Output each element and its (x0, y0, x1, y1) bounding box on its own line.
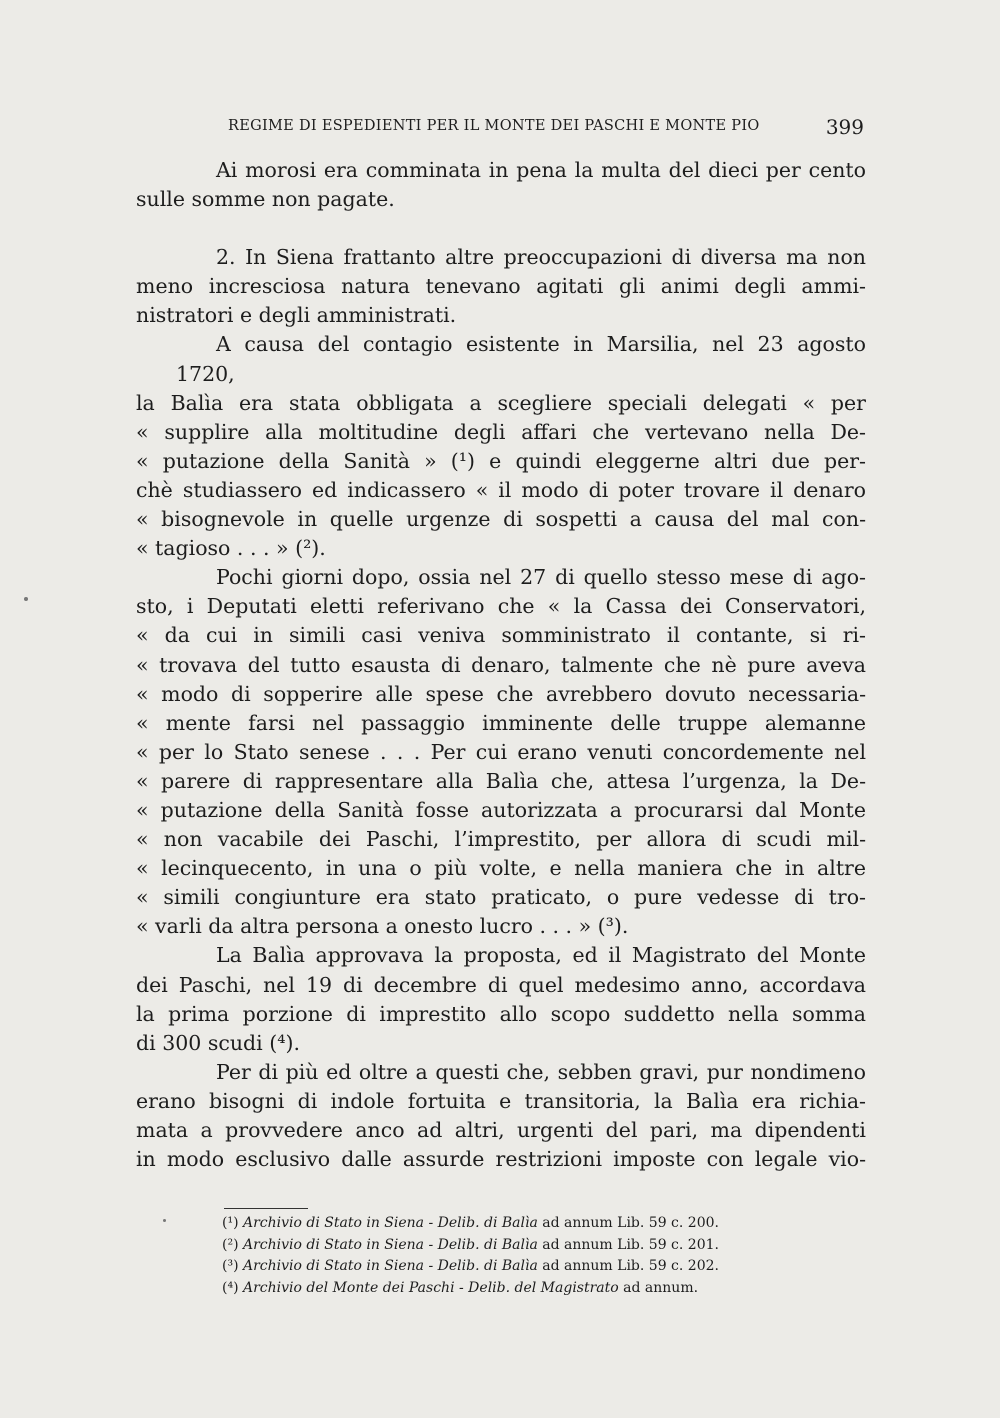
paragraph-p5 (136, 941, 866, 1057)
footnote-source: Archivio del Monte dei Paschi - Delib. del Magistrato (243, 1279, 619, 1296)
running-title: REGIME DI ESPEDIENTI PER IL MONTE DEI PASCHI E MONTE PIO (228, 118, 760, 134)
text-line: « parere di rappresentare alla Balìa che, attesa l’urgenza, la De- (136, 768, 866, 793)
footnote-mark: (¹) (222, 1215, 243, 1231)
text-line: la prima porzione di imprestito allo scopo suddetto nella somma (136, 1001, 866, 1026)
footnote-reference: ad annum. (618, 1279, 699, 1296)
footnote-mark: (³) (222, 1258, 243, 1274)
footnote-2 (222, 1235, 822, 1257)
footnote-reference: ad annum Lib. 59 c. 202. (537, 1258, 719, 1274)
text-line: la Balìa era stata obbligata a scegliere speciali delegati « per (136, 390, 866, 415)
paragraph-p3 (136, 330, 866, 563)
text-line: « per lo Stato senese . . . Per cui erano venuti concordemente nel (136, 739, 866, 764)
text-line: « putazione della Sanità » (¹) e quindi eleggerne altri due per- (136, 448, 866, 473)
page-number: 399 (825, 115, 864, 139)
text-line: « tagioso . . . » (²). (136, 536, 326, 561)
text-line: « mente farsi nel passaggio imminente delle truppe alemanne (136, 710, 866, 735)
text-line: A causa del contagio esistente in Marsilia, nel 23 agosto 1720, (176, 332, 866, 386)
text-line: Pochi giorni dopo, ossia nel 27 di quello stesso mese di ago- (216, 565, 866, 590)
paragraph-p1 (136, 156, 866, 214)
text-line: Per di più ed oltre a questi che, sebben gravi, pur nondimeno (216, 1059, 866, 1084)
text-line: « simili congiunture era stato praticato, o pure vedesse di tro- (136, 885, 866, 910)
text-line: dei Paschi, nel 19 di decembre di quel medesimo anno, accordava (136, 972, 866, 997)
text-line: « trovava del tutto esausta di denaro, talmente che nè pure aveva (136, 652, 866, 677)
text-line: « lecinquecento, in una o più volte, e nella maniera che in altre (136, 856, 866, 881)
footnote-source: Archivio di Stato in Siena - Delib. di Balìa (243, 1236, 538, 1253)
text-line: chè studiassero ed indicassero « il modo di poter trovare il denaro (136, 477, 866, 502)
footnote-1 (222, 1213, 822, 1235)
page-header (228, 115, 864, 139)
text-line: La Balìa approvava la proposta, ed il Magistrato del Monte (216, 943, 866, 968)
text-line: in modo esclusivo dalle assurde restrizioni imposte con legale vio- (136, 1147, 866, 1172)
text-line: « bisognevole in quelle urgenze di sospetti a causa del mal con- (136, 507, 866, 532)
margin-speck (163, 1219, 166, 1222)
text-line: sto, i Deputati eletti referivano che « la Cassa dei Conservatori, (136, 594, 866, 619)
text-line: mata a provvedere anco ad altri, urgenti del pari, ma dipendenti (136, 1118, 866, 1142)
text-line: nistratori e degli amministrati. (136, 303, 457, 328)
footnote-reference: ad annum Lib. 59 c. 201. (537, 1236, 719, 1253)
text-line: « da cui in simili casi veniva somministrato il contante, si ri- (136, 623, 866, 648)
text-line: di 300 scudi (⁴). (136, 1030, 300, 1055)
text-line: meno incresciosa natura tenevano agitati gli animi degli ammi- (136, 274, 866, 299)
text-line: erano bisogni di indole fortuita e transitoria, la Balìa era richia- (136, 1088, 866, 1113)
footnote-source: Archivio di Stato in Siena - Delib. di Balìa (243, 1215, 538, 1231)
text-line: Ai morosi era comminata in pena la multa del dieci per cento (216, 158, 866, 182)
paragraph-p6 (136, 1058, 866, 1174)
text-line: « putazione della Sanità fosse autorizzata a procurarsi dal Monte (136, 797, 866, 822)
margin-speck (24, 597, 28, 601)
text-line: « non vacabile dei Paschi, l’imprestito, per allora di scudi mil- (136, 827, 866, 852)
footnote-rule (224, 1208, 308, 1209)
footnote-mark: (⁴) (222, 1279, 243, 1296)
footnote-3 (222, 1256, 822, 1278)
paragraph-p2 (136, 243, 866, 330)
footnotes (222, 1213, 822, 1299)
text-line: « varli da altra persona a onesto lucro . . . » (³). (136, 914, 629, 939)
text-line: sulle somme non pagate. (136, 187, 395, 212)
footnote-reference: ad annum Lib. 59 c. 200. (537, 1215, 719, 1231)
footnote-source: Archivio di Stato in Siena - Delib. di Balìa (243, 1258, 538, 1274)
text-line: 2. In Siena frattanto altre preoccupazioni di diversa ma non (216, 245, 866, 270)
footnote-mark: (²) (222, 1236, 243, 1253)
paragraph-p4 (136, 563, 866, 941)
footnote-4 (222, 1278, 822, 1300)
text-line: « supplire alla moltitudine degli affari che vertevano nella De- (136, 419, 866, 444)
body-text (136, 156, 866, 1174)
text-line: « modo di sopperire alle spese che avrebbero dovuto necessaria- (136, 681, 866, 706)
